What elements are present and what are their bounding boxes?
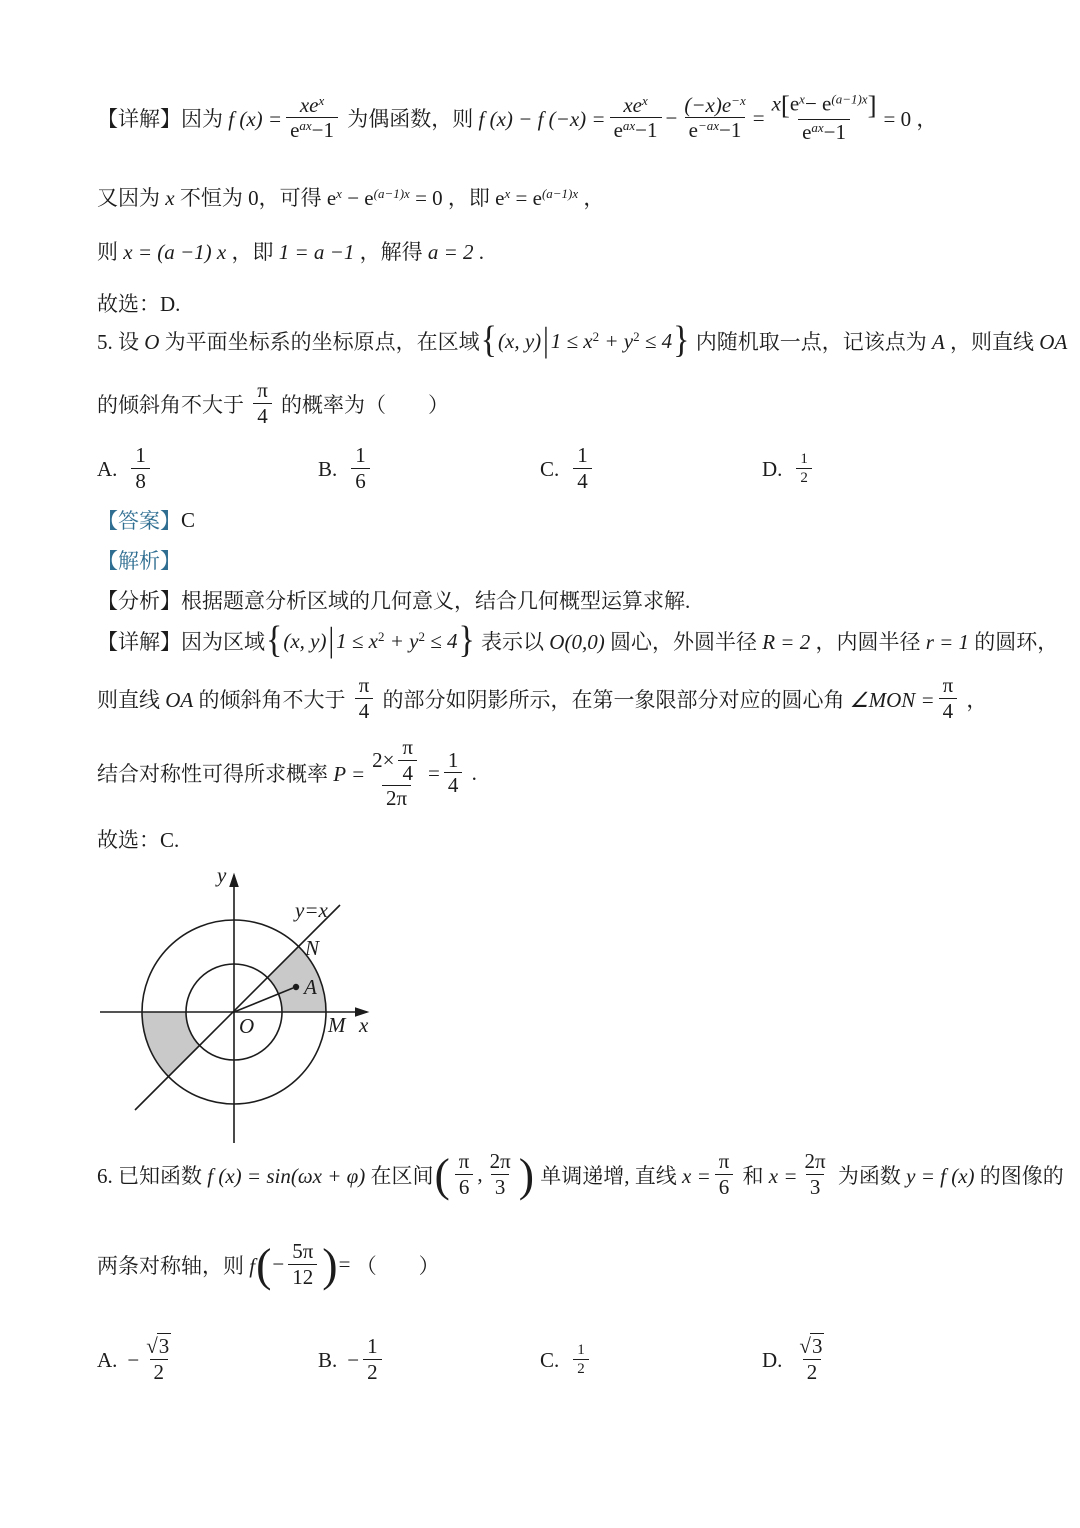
answer-label: 【答案】 (97, 509, 181, 533)
choose-text: 故选：C. (97, 828, 180, 852)
formula-text: OA (165, 687, 194, 712)
denominator: 6 (455, 1174, 474, 1200)
q5-analysis-label-line (97, 545, 181, 575)
q6-stem-line1 (97, 1147, 1064, 1201)
cjk-text: 的倾斜角不大于 (193, 687, 351, 712)
minus-sign: − (272, 1252, 285, 1277)
denominator: 3 (491, 1174, 510, 1200)
inequality: 1 ≤ x (336, 628, 378, 653)
cjk-text: 的倾斜角不大于 (97, 392, 250, 417)
option-label: A. (97, 1347, 118, 1372)
option-label: C. (540, 456, 560, 481)
cjk-text: ，即 (226, 240, 279, 264)
right-brace: } (458, 619, 475, 662)
fraction (363, 1335, 382, 1384)
superscript: 2 (633, 328, 640, 344)
e-base: e (326, 186, 337, 210)
outer-denominator: 2π (382, 785, 411, 811)
two-pi-over-3-fraction (802, 1150, 829, 1199)
superscript: ax (299, 118, 312, 134)
nested-fraction (369, 736, 424, 811)
q5-options-row (97, 441, 1002, 497)
result-fraction (444, 749, 463, 798)
q5-option-d (762, 441, 816, 497)
comma: , (477, 1162, 483, 1187)
cjk-text: 设 (112, 330, 145, 354)
fraction-small (796, 451, 812, 487)
q5-fenxi-line (97, 585, 690, 615)
option-label: B. (318, 456, 338, 481)
numerator: π (257, 378, 268, 402)
right-paren: ) (322, 1237, 338, 1291)
equals: = (427, 760, 440, 785)
formula-text: O(0,0) (549, 630, 605, 654)
formula-text: f (x) = (228, 107, 283, 132)
denominator: 4 (253, 403, 272, 429)
radicand: 3 (158, 1334, 170, 1359)
operator: − e (341, 186, 374, 210)
denominator: 2 (363, 1359, 382, 1385)
point-a-label: A (304, 975, 317, 999)
radical-icon: √ (146, 1334, 158, 1359)
superscript: x (504, 186, 511, 201)
operator: − (665, 105, 678, 130)
cjk-text: 的图像的 (974, 1163, 1064, 1188)
inequality: + y (599, 328, 634, 353)
inequality: ≤ 4 (639, 328, 673, 353)
cjk-text: 则直线 (97, 687, 166, 712)
cjk-text: 内随机取一点，记该点为 (690, 330, 932, 354)
equals-zero: = 0 ， (883, 107, 938, 132)
formula-text: f (x) − f (−x) = (478, 107, 606, 132)
choose-text: 故选：D. (97, 292, 181, 316)
blank-parens: （ ） (355, 1253, 440, 1278)
q5-answer-choice-line (97, 824, 179, 854)
numerator: 1 (367, 1334, 378, 1359)
pi-over-4-fraction (355, 674, 374, 723)
superscript: (a−1)x (831, 91, 868, 107)
denominator-base: e (613, 118, 623, 143)
q6-option-d (762, 1332, 831, 1388)
formula-text: x = (768, 1163, 798, 1188)
option-label: B. (318, 1347, 338, 1372)
denominator: 8 (131, 468, 150, 494)
numerator-base: x (771, 91, 781, 116)
superscript: (a−1)x (373, 186, 410, 201)
right-brace: } (673, 319, 690, 362)
numerator: π (458, 1149, 470, 1173)
superscript: x (336, 186, 342, 201)
fraction (351, 444, 370, 493)
line-equation-label: y=x (295, 898, 328, 922)
pi-over-4-fraction (939, 674, 958, 723)
denominator: 2 (150, 1359, 169, 1385)
cjk-text: ，则直线 (944, 330, 1040, 354)
denominator: 4 (939, 698, 958, 724)
minus-sign: − (127, 1347, 140, 1372)
formula-text: a = 2 (427, 240, 474, 264)
sqrt-fraction (796, 1335, 827, 1384)
numerator: 2π (804, 1149, 826, 1173)
e-base: e (532, 186, 542, 210)
denominator: 4 (573, 468, 592, 494)
superscript: ax (811, 119, 824, 135)
formula-text: x = (682, 1163, 711, 1188)
numerator-base: xe (299, 92, 319, 117)
e-base: e (495, 186, 505, 210)
question-number: 5. (97, 330, 113, 354)
radicand: 3 (811, 1334, 823, 1359)
denominator: 2 (803, 1359, 822, 1385)
set-tuple: (x, y) (283, 628, 327, 653)
numerator-e: e (789, 91, 800, 116)
cjk-text: 为函数 (832, 1163, 907, 1188)
denominator: 4 (444, 772, 463, 798)
q4-detail-line1 (97, 92, 937, 144)
q6-option-b (318, 1332, 386, 1388)
denominator: 2 (573, 1359, 589, 1378)
denominator-rest: −1 (823, 119, 847, 144)
numerator-mid: − e (804, 91, 832, 116)
cjk-text: ，解得 (354, 240, 428, 264)
cjk-text: 又因为 (97, 186, 166, 210)
superscript: x (799, 91, 805, 107)
formula-text: R = 2 (762, 630, 811, 654)
numerator: π (402, 735, 414, 759)
fraction (769, 92, 880, 144)
radical-icon: √ (799, 1334, 811, 1359)
denominator: 6 (351, 468, 370, 494)
numerator: π (358, 673, 370, 697)
formula-text: x (165, 186, 175, 210)
point-a-dot (293, 984, 299, 990)
cjk-text: 则 (97, 240, 124, 264)
fenxi-text: 【分析】根据题意分析区域的几何意义，结合几何概型运算求解. (97, 589, 691, 613)
answer-value: C (181, 507, 196, 532)
q4-detail-line3 (97, 236, 484, 266)
cjk-text: 和 (737, 1163, 769, 1188)
q5-option-b (318, 441, 374, 497)
formula-text: f (x) = sin(ωx + φ) (207, 1163, 366, 1188)
cjk-text: = 0 ，即 (409, 186, 496, 210)
q5-stem-line2 (97, 379, 449, 428)
q6-stem-line2 (97, 1237, 440, 1291)
cjk-text: 两条对称轴，则 (97, 1253, 250, 1278)
denominator-base: e (802, 119, 812, 144)
inequality: + y (384, 628, 419, 653)
period: . (466, 760, 477, 785)
denominator: 4 (398, 760, 417, 786)
q5-option-c (540, 441, 596, 497)
cjk-text: ， (961, 687, 988, 712)
numerator: 1 (355, 443, 366, 468)
option-label: C. (540, 1347, 560, 1372)
set-bar: | (328, 621, 335, 660)
cjk-text: 为平面坐标系的坐标原点，在区域 (159, 330, 480, 354)
left-brace: { (266, 619, 283, 662)
denominator: 2 (796, 468, 812, 487)
cjk-text: 圆心，外圆半径 (604, 630, 763, 654)
left-paren: ( (256, 1237, 272, 1291)
equals: = (338, 1252, 356, 1277)
angle-formula: ∠MON = (849, 687, 935, 712)
fraction-small (573, 1342, 589, 1378)
superscript: (a−1)x (541, 186, 579, 201)
cjk-text: 的部分如阴影所示，在第一象限部分对应的圆心角 (377, 687, 850, 712)
superscript: x (641, 92, 648, 108)
denominator: 4 (355, 698, 374, 724)
q5-detail-line3 (97, 736, 477, 811)
q5-stem-line1 (97, 319, 1068, 362)
minus-sign: − (347, 1347, 360, 1372)
question-number: 6. (97, 1163, 113, 1188)
numerator: 1 (135, 443, 146, 468)
superscript: ax (622, 118, 636, 134)
q6-option-a (97, 1332, 178, 1388)
numerator: π (718, 1149, 730, 1173)
inequality: 1 ≤ x (550, 328, 593, 353)
x-axis-label: x (359, 1013, 369, 1037)
superscript: x (318, 92, 325, 108)
origin-label: O (239, 1014, 255, 1038)
denominator: 6 (715, 1174, 734, 1200)
pi-over-6-fraction (715, 1150, 734, 1199)
q4-answer-choice-line (97, 288, 180, 318)
equals: = (510, 186, 533, 210)
inequality: ≤ 4 (424, 628, 458, 653)
y-axis-label: y (217, 863, 227, 887)
option-label: D. (762, 1347, 783, 1372)
fraction (610, 94, 662, 143)
formula-text: y = f (x) (906, 1163, 975, 1188)
cjk-text: 为偶函数，则 (342, 107, 479, 132)
numerator: 1 (800, 451, 808, 468)
q6-option-c (540, 1332, 593, 1388)
superscript: 2 (418, 628, 425, 644)
formula-text: OA (1039, 330, 1068, 354)
pi-over-6-fraction (455, 1150, 474, 1199)
left-paren: ( (434, 1147, 450, 1201)
cjk-text: 的概率为（ ） (275, 392, 449, 417)
q6-options-row (97, 1332, 1002, 1388)
q4-detail-line2 (97, 182, 604, 212)
right-paren: ) (518, 1147, 535, 1201)
formula-text: r = 1 (925, 630, 970, 654)
denominator: 12 (288, 1264, 317, 1290)
annulus-probability-diagram (95, 862, 395, 1147)
inner-fraction (398, 736, 417, 785)
detail-label: 【详解】因为区域 (97, 630, 265, 654)
set-bar: | (543, 321, 549, 360)
cjk-text: 单调递增, 直线 (535, 1163, 683, 1188)
shaded-sector-q3 (142, 1012, 200, 1077)
set-tuple: (x, y) (498, 328, 542, 353)
detail-label: 【详解】因为 (97, 107, 229, 132)
superscript: 2 (592, 328, 600, 344)
cjk-text: 结合对称性可得所求概率 (97, 762, 334, 787)
cjk-text: ，内圆半径 (810, 630, 926, 654)
numerator: 1 (447, 747, 459, 772)
q5-detail-line2 (97, 674, 987, 723)
numerator: 5π (292, 1239, 314, 1263)
cjk-text: 表示以 (475, 630, 550, 654)
formula-text: O (144, 330, 160, 354)
formula-text: P = (333, 762, 366, 787)
fraction (286, 94, 338, 143)
five-pi-over-12-fraction (288, 1240, 317, 1289)
cjk-text: 在区间 (365, 1163, 434, 1188)
numerator: 1 (577, 443, 588, 468)
cjk-text: 的圆环， (969, 630, 1059, 654)
cjk-text: 不恒为 0，可得 (174, 186, 327, 210)
cjk-text: 已知函数 (112, 1163, 208, 1188)
fraction (681, 94, 748, 143)
point-n-label: N (305, 936, 320, 960)
denominator: 3 (806, 1174, 825, 1200)
fraction (573, 444, 592, 493)
denominator-base: e (688, 118, 698, 143)
denominator-rest: −1 (635, 118, 658, 143)
formula-text: x = (a −1) x (123, 240, 227, 264)
superscript: −x (731, 92, 746, 108)
option-label: D. (762, 456, 783, 481)
q5-answer-line (97, 505, 195, 535)
operator: = (752, 105, 765, 130)
point-m-label: M (328, 1013, 346, 1037)
right-bracket: ] (867, 90, 877, 120)
sqrt-fraction (143, 1335, 174, 1384)
left-brace: { (480, 319, 497, 362)
superscript: 2 (377, 628, 385, 644)
numerator-base: xe (623, 92, 642, 117)
numerator-base: (−x)e (684, 92, 732, 117)
denominator-rest: −1 (311, 118, 335, 143)
superscript: −ax (698, 118, 720, 134)
denominator-base: e (290, 118, 300, 143)
numerator-prefix: 2× (372, 747, 395, 772)
formula-text: A (931, 330, 945, 354)
left-bracket: [ (780, 90, 790, 120)
q5-detail-line1 (97, 619, 1059, 662)
two-pi-over-3-fraction (487, 1150, 514, 1199)
pi-over-4-fraction (253, 379, 272, 428)
formula-text: 1 = a −1 (278, 240, 355, 264)
q5-option-a (97, 441, 154, 497)
formula-text: f (249, 1253, 256, 1278)
denominator-rest: −1 (719, 118, 742, 143)
fraction (131, 444, 150, 493)
numerator: 1 (577, 1342, 585, 1359)
cjk-text: . (473, 240, 484, 264)
analysis-label: 【解析】 (97, 549, 181, 573)
cjk-text: ， (578, 186, 605, 210)
numerator: 2π (489, 1149, 511, 1173)
option-label: A. (97, 456, 118, 481)
numerator: π (942, 673, 954, 697)
